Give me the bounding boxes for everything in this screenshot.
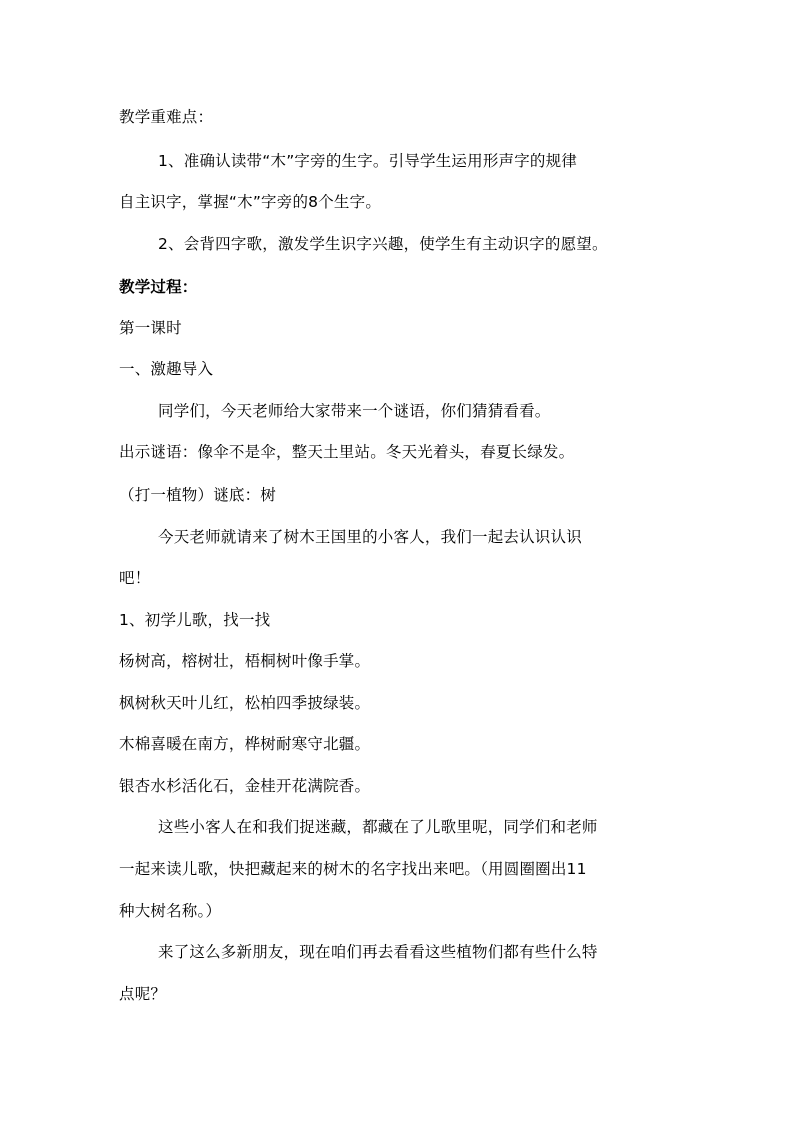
song-line-4: 银杏水杉活化石，金桂开花满院香。 [119, 777, 371, 795]
paragraph-new-friends-line-2: 点呢？ [119, 985, 167, 1003]
lesson-label: 第一课时 [119, 319, 182, 337]
paragraph-riddle-intro: 同学们，今天老师给大家带来一个谜语，你们猜猜看看。 [158, 402, 551, 420]
heading-teaching-key-points: 教学重难点： [119, 108, 214, 126]
heading-teaching-process: 教学过程： [119, 278, 198, 296]
key-point-2: 2、会背四字歌，激发学生识字兴趣，使学生有主动识字的愿望。 [158, 235, 608, 253]
paragraph-hide-seek-line-3: 种大树名称。） [119, 902, 222, 920]
paragraph-hide-seek-line-1: 这些小客人在和我们捉迷藏，都藏在了儿歌里呢，同学们和老师 [158, 818, 598, 836]
key-point-1-line-1: 1、准确认读带“木”字旁的生字。引导学生运用形声字的规律 [158, 152, 578, 170]
paragraph-riddle-answer: （打一植物）谜底：树 [119, 486, 277, 504]
section-introduction: 一、激趣导入 [119, 360, 214, 378]
paragraph-riddle: 出示谜语：像伞不是伞，整天土里站。冬天光着头，春夏长绿发。 [119, 443, 575, 461]
key-point-1-line-2: 自主识字，掌握“木”字旁的8个生字。 [119, 193, 382, 211]
paragraph-guests-line-2: 吧！ [119, 569, 151, 587]
song-line-2: 枫树秋天叶儿红，松柏四季披绿装。 [119, 694, 371, 712]
subsection-learn-song: 1、初学儿歌，找一找 [119, 611, 271, 629]
paragraph-hide-seek-line-2: 一起来读儿歌，快把藏起来的树木的名字找出来吧。（用圆圈圈出11 [119, 860, 587, 878]
paragraph-new-friends-line-1: 来了这么多新朋友，现在咱们再去看看这些植物们都有些什么特 [158, 943, 598, 961]
song-line-3: 木棉喜暖在南方，桦树耐寒守北疆。 [119, 735, 371, 753]
paragraph-guests-line-1: 今天老师就请来了树木王国里的小客人，我们一起去认识认识 [158, 528, 582, 546]
song-line-1: 杨树高，榕树壮，梧桐树叶像手掌。 [119, 652, 371, 670]
